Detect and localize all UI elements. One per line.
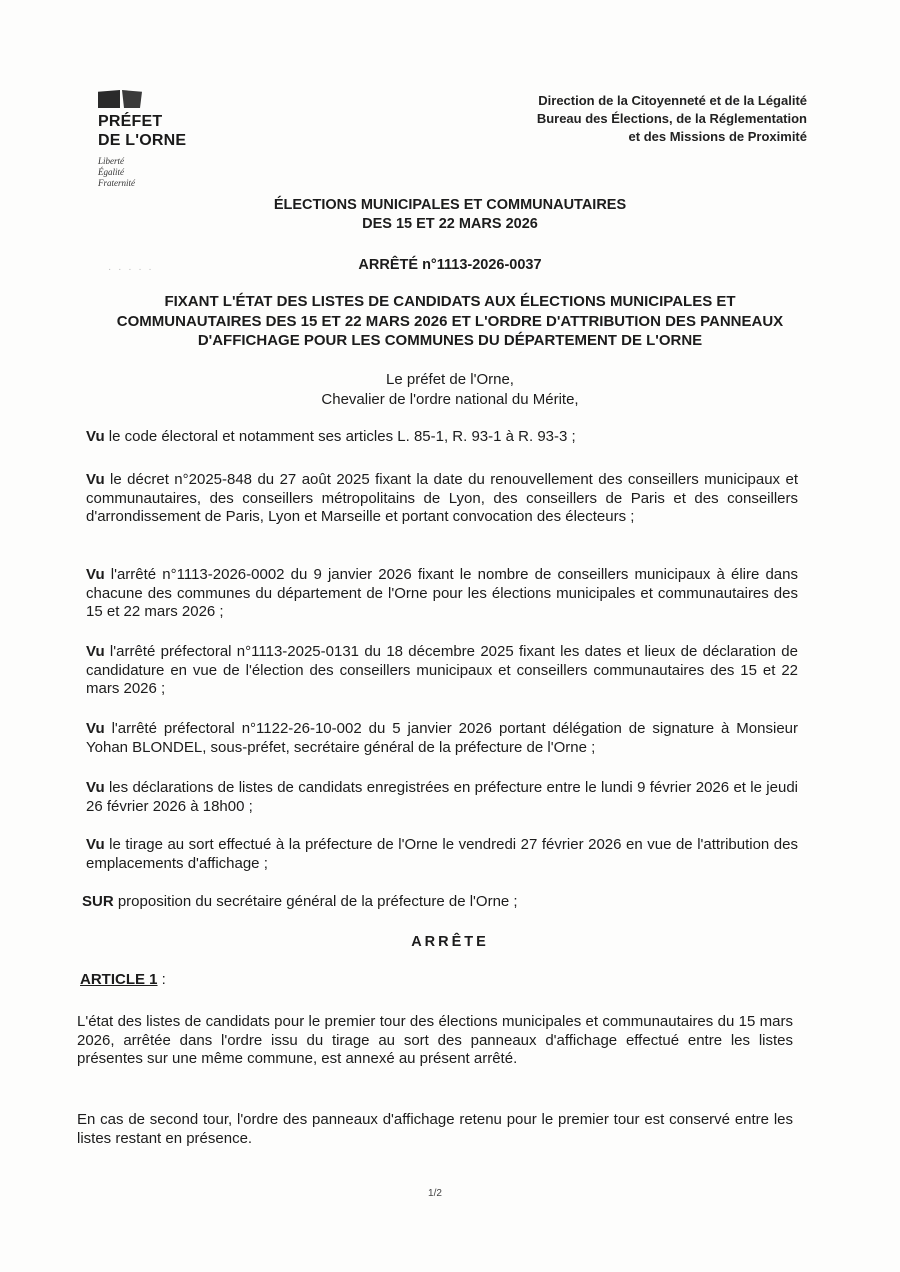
subject-line2: COMMUNAUTAIRES DES 15 ET 22 MARS 2026 ET L'ORDRE D'ATTRIBUTION DES PANNEAUX (116, 312, 784, 330)
logo-title-line2: DE L'ORNE (98, 132, 187, 149)
visa-paragraph: Vu le décret n°2025-848 du 27 août 2025 fixant la date du renouvellement des conseillers municipaux et communautaires, des conseillers métropolitains de Lyon, des conseillers de Paris et des conseillers d'arrondissement de Paris, Lyon et Marseille et portant convocation des électeurs ; (86, 471, 798, 525)
title-line2: DES 15 ET 22 MARS 2026 (362, 216, 538, 232)
prefet-line2: Chevalier de l'ordre national du Mérite, (321, 391, 579, 408)
direction-line2: Bureau des Élections, de la Réglementation (536, 111, 807, 126)
direction-line3: et des Missions de Proximité (628, 129, 807, 144)
prefet-line1: Le préfet de l'Orne, (386, 371, 514, 388)
visa-paragraph: Vu les déclarations de listes de candidats enregistrées en préfecture entre le lundi 9 février 2026 et le jeudi 26 février 2026 à 18h00 ; (86, 779, 798, 815)
article-1-paragraph-2: En cas de second tour, l'ordre des panneaux d'affichage retenu pour le premier tour est conservé entre les listes restant en présence. (77, 1111, 793, 1147)
subject-line3: D'AFFICHAGE POUR LES COMMUNES DU DÉPARTEMENT DE L'ORNE (197, 332, 703, 349)
scan-smudge: · · · · · (108, 264, 154, 275)
document-title (80, 196, 820, 234)
prefecture-logo-block (98, 88, 238, 189)
arrete-number: ARRÊTÉ n°1113-2026-0037 (358, 257, 542, 273)
visa-paragraph: Vu l'arrêté préfectoral n°1122-26-10-002 du 5 janvier 2026 portant délégation de signature à Monsieur Yohan BLONDEL, sous-préfet, secrétaire général de la préfecture de l'Orne ; (86, 720, 798, 756)
marianne-logo-icon (98, 88, 146, 108)
prefet-signature-intro (200, 370, 700, 410)
article-1-paragraph-1: L'état des listes de candidats pour le premier tour des élections municipales et communautaires du 15 mars 2026, arrêtée dans l'ordre issu du tirage au sort des panneaux d'affichage effectué entre les listes présentes sur une même commune, est annexé au présent arrêté. (77, 1013, 793, 1067)
title-line1: ÉLECTIONS MUNICIPALES ET COMMUNAUTAIRES (273, 197, 627, 213)
logo-title-line1: PRÉFET (98, 113, 163, 130)
motto-fraternite: Fraternité (98, 178, 135, 188)
visa-paragraph: Vu l'arrêté n°1113-2026-0002 du 9 janvier 2026 fixant le nombre de conseillers municipaux à élire dans chacune des communes du département de l'Orne pour les élections municipales et communautaires des 15 et 22 mars 2026 ; (86, 566, 798, 620)
subject-line1: FIXANT L'ÉTAT DES LISTES DE CANDIDATS AUX ÉLECTIONS MUNICIPALES ET (164, 293, 736, 310)
logo-motto (98, 156, 238, 189)
proposition-paragraph: SUR proposition du secrétaire général de la préfecture de l'Orne ; (82, 893, 518, 910)
page-number: 1/2 (428, 1188, 442, 1199)
motto-liberte: Liberté (98, 156, 124, 166)
direction-header (407, 92, 807, 146)
arrete-subject (82, 292, 818, 351)
direction-line1: Direction de la Citoyenneté et de la Légalité (538, 93, 807, 108)
visa-paragraph: Vu le code électoral et notamment ses articles L. 85-1, R. 93-1 à R. 93-3 ; (86, 428, 576, 445)
article-1-heading: ARTICLE 1 : (80, 971, 166, 988)
arrete-heading: ARRÊTE (411, 934, 489, 950)
visa-paragraph: Vu l'arrêté préfectoral n°1113-2025-0131 du 18 décembre 2025 fixant les dates et lieux de déclaration de candidature en vue de l'élection des conseillers municipaux et conseillers communautaires des 15 et 22 mars 2026 ; (86, 643, 798, 697)
motto-egalite: Égalité (98, 167, 124, 177)
visa-paragraph: Vu le tirage au sort effectué à la préfecture de l'Orne le vendredi 27 février 2026 en vue de l'attribution des emplacements d'affichage ; (86, 836, 798, 872)
